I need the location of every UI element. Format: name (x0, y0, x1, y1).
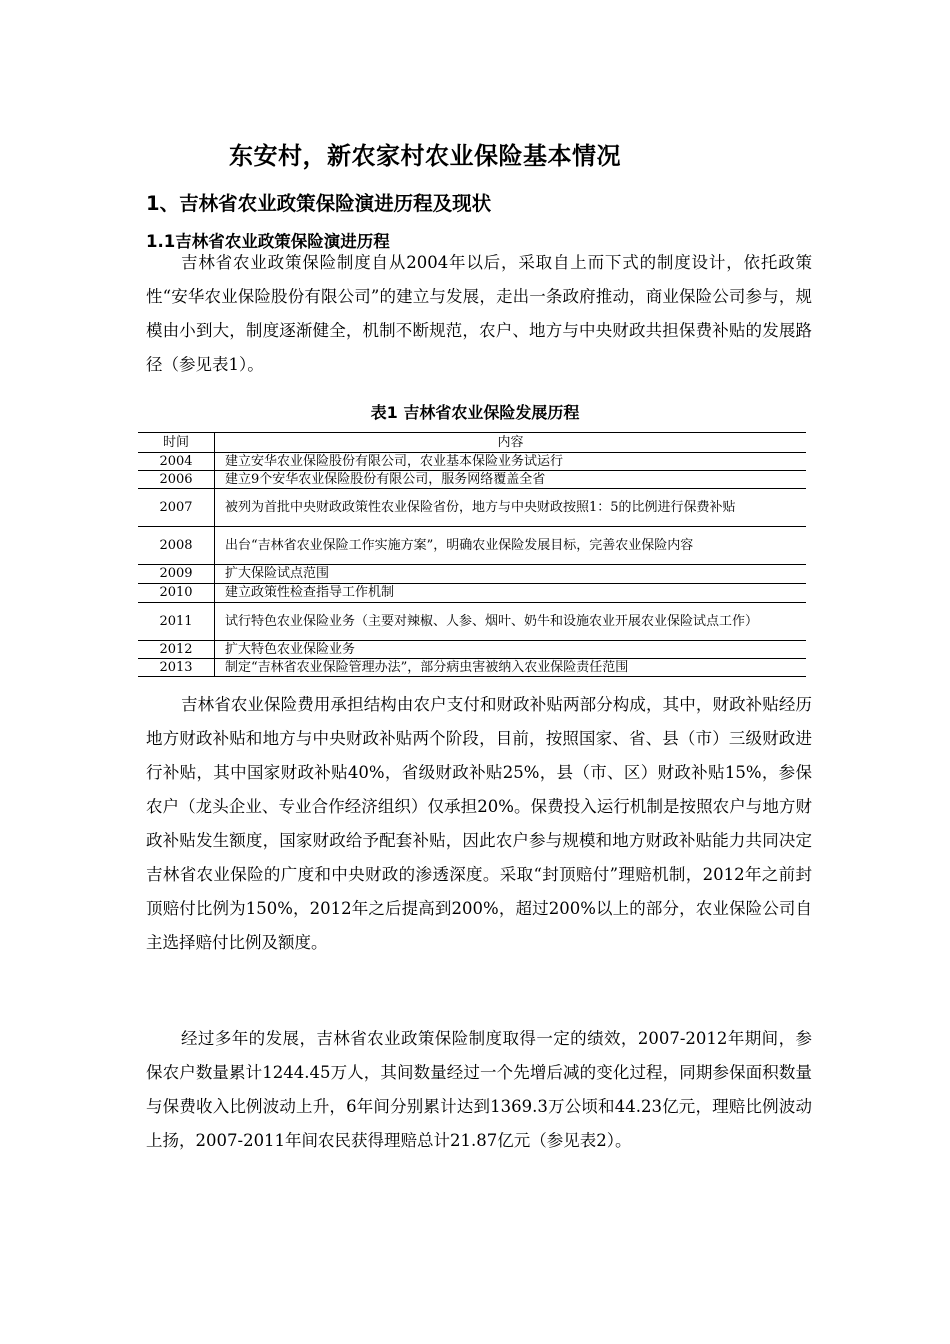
header-time: 时间 (138, 433, 215, 453)
paragraph-3 (146, 1022, 812, 1158)
paragraph-2 (146, 688, 812, 960)
row-year: 2004 (138, 453, 215, 471)
paragraph-2-text: 吉林省农业保险费用承担结构由农户支付和财政补贴两部分构成，其中，财政补贴经历地方财政补贴和地方与中央财政补贴两个阶段，目前，按照国家、省、县（市）三级财政进行补贴，其中国家财政补贴40%，省级财政补贴25%，县（市、区）财政补贴15%，参保农户（龙头企业、专业合作经济组织）仅承担20%。保费投入运行机制是按照农户与地方财政补贴发生额度，国家财政给予配套补贴，因此农户参与规模和地方财政补贴能力共同决定吉林省农业保险的广度和中央财政的渗透深度。采取“封顶赔付”理赔机制，2012年之前封顶赔付比例为150%，2012年之后提高到200%，超过200%以上的部分，农业保险公司自主选择赔付比例及额度。 (146, 695, 812, 952)
table-row (138, 641, 806, 659)
row-content: 建立政策性检查指导工作机制 (215, 584, 807, 603)
row-content: 被列为首批中央财政政策性农业保险省份，地方与中央财政按照1：5的比例进行保费补贴 (215, 489, 807, 527)
table-header-row (138, 433, 806, 453)
table-row (138, 603, 806, 641)
row-content: 扩大保险试点范围 (215, 565, 807, 584)
row-year: 2010 (138, 584, 215, 603)
row-year: 2011 (138, 603, 215, 641)
table-row (138, 453, 806, 471)
row-content: 建立安华农业保险股份有限公司，农业基本保险业务试运行 (215, 453, 807, 471)
table-row (138, 527, 806, 565)
paragraph-1-text: 吉林省农业政策保险制度自从2004年以后，采取自上而下式的制度设计，依托政策性“安华农业保险股份有限公司”的建立与发展，走出一条政府推动，商业保险公司参与，规模由小到大，制度逐渐健全，机制不断规范，农户、地方与中央财政共担保费补贴的发展路径（参见表1）。 (146, 253, 812, 374)
table-row (138, 565, 806, 584)
table-1 (138, 432, 806, 677)
paragraph-3-text: 经过多年的发展，吉林省农业政策保险制度取得一定的绩效，2007-2012年期间，参保农户数量累计1244.45万人，其间数量经过一个先增后减的变化过程，同期参保面积数量与保费收入比例波动上升，6年间分别累计达到1369.3万公顷和44.23亿元，理赔比例波动上扬，2007-2011年间农民获得理赔总计21.87亿元（参见表2）。 (146, 1029, 812, 1150)
row-year: 2013 (138, 659, 215, 677)
row-content: 出台“吉林省农业保险工作实施方案”，明确农业保险发展目标，完善农业保险内容 (215, 527, 807, 565)
row-year: 2007 (138, 489, 215, 527)
row-content: 制定“吉林省农业保险管理办法”，部分病虫害被纳入农业保险责任范围 (215, 659, 807, 677)
header-content: 内容 (215, 433, 807, 453)
paragraph-1 (146, 246, 812, 382)
section-1-heading: 1、吉林省农业政策保险演进历程及现状 (146, 192, 492, 215)
table-1-caption: 表1 吉林省农业保险发展历程 (370, 403, 580, 422)
table-row (138, 584, 806, 603)
document-title: 东安村，新农家村农业保险基本情况 (229, 142, 621, 170)
table-row (138, 489, 806, 527)
table-row (138, 659, 806, 677)
table-row (138, 471, 806, 489)
row-year: 2012 (138, 641, 215, 659)
row-year: 2008 (138, 527, 215, 565)
row-content: 试行特色农业保险业务（主要对辣椒、人参、烟叶、奶牛和设施农业开展农业保险试点工作） (215, 603, 807, 641)
row-content: 扩大特色农业保险业务 (215, 641, 807, 659)
row-year: 2006 (138, 471, 215, 489)
section-1-1-heading: 1.1吉林省农业政策保险演进历程 (146, 232, 390, 251)
row-content: 建立9个安华农业保险股份有限公司，服务网络覆盖全省 (215, 471, 807, 489)
row-year: 2009 (138, 565, 215, 584)
